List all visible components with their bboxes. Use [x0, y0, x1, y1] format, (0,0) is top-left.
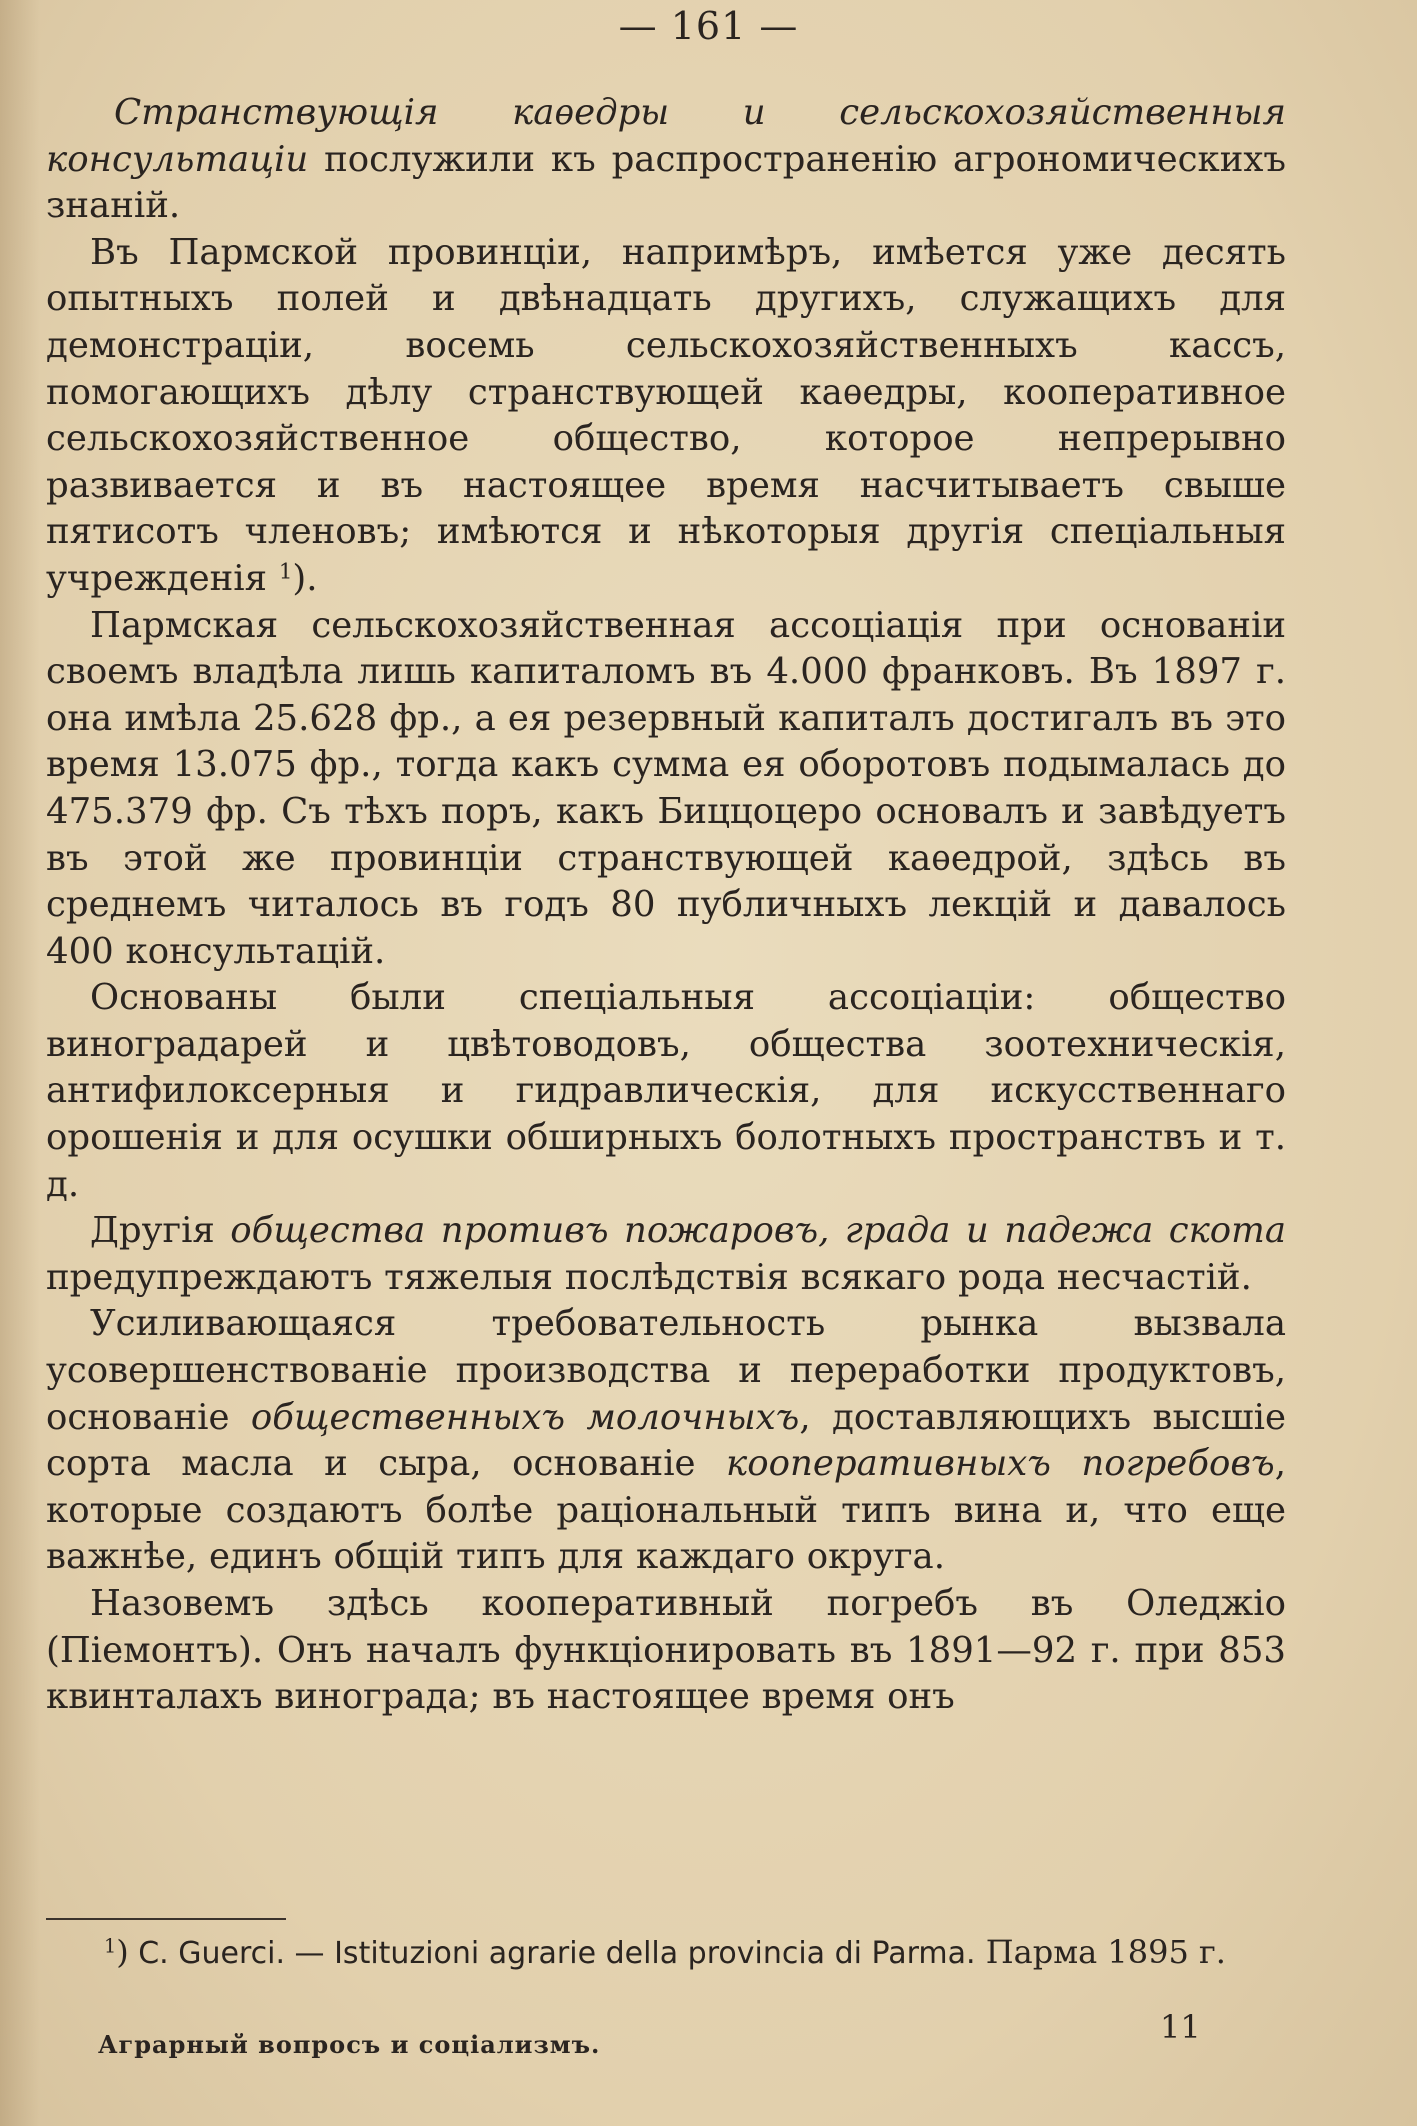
paragraph-1: Странствующія каѳедры и сельскохозяйственныя консультаціи послужили къ распространенію агрономическихъ знаній.	[46, 92, 1286, 227]
page-number: — 161 —	[618, 4, 799, 48]
paragraph-7: Назовемъ здѣсь кооперативный погребъ въ Оледжіо (Піемонтъ). Онъ началъ функціонировать въ 1891—92 г. при 853 квинталахъ винограда; въ настоящее время онъ	[46, 1583, 1286, 1718]
italic-phrase: общества противъ пожаровъ, града и падежа скота	[230, 1210, 1286, 1252]
italic-phrase: кооперативныхъ погребовъ	[726, 1443, 1275, 1485]
body-text	[46, 90, 1286, 1721]
paragraph-3: Пармская сельскохозяйственная ассоціація при основаніи своемъ владѣла лишь капиталомъ въ 4.000 франковъ. Въ 1897 г. она имѣла 25.628 фр., а ея резервный капиталъ достигалъ въ это время 13.075 фр., тогда какъ сумма ея оборотовъ подымалась до 475.379 фр. Съ тѣхъ поръ, какъ Биццоцеро основалъ и завѣдуетъ въ этой же провинціи странствующей каѳедрой, здѣсь въ среднемъ читалось въ годъ 80 публичныхъ лекцій и давалось 400 консультацій.	[46, 604, 1286, 972]
footnote	[46, 1930, 1286, 1976]
footnote-divider	[46, 1918, 286, 1920]
paragraph-2: Въ Пармской провинціи, напримѣръ, имѣется уже десять опытныхъ полей и двѣнадцать другихъ, служащихъ для демонстраціи, восемь сельскохозяйственныхъ кассъ, помогающихъ дѣлу странствующей каѳедры, кооперативное сельскохозяйственное общество, которое непрерывно развивается и въ настоящее время насчитываетъ свыше пятисотъ членовъ; имѣются и нѣкоторыя другія спеціальныя учрежденія $^1$).	[46, 231, 1286, 599]
footnote-citation: C. Guerci. — Istituzioni agrarie della provincia di Parma.	[128, 1936, 976, 1971]
sheet-number: 11	[1160, 2008, 1201, 2046]
paragraph-5: Другія общества противъ пожаровъ, града и падежа скота предупреждаютъ тяжелыя послѣдствія всякаго рода несчастій.	[46, 1210, 1286, 1298]
paragraph-4: Основаны были спеціальныя ассоціаціи: общество виноградарей и цвѣтоводовъ, общества зоотехническія, антифилоксерныя и гидравлическія, для искусственнаго орошенія и для осушки обширныхъ болотныхъ пространствъ и т. д.	[46, 977, 1286, 1205]
footnote-place-year: Парма 1895 г.	[975, 1933, 1226, 1971]
footnote-text: $^1$) C. Guerci. — Istituzioni agrarie della provincia di Parma. Парма 1895 г.	[104, 1933, 1226, 1971]
paragraph-6: Усиливающаяся требовательность рынка вызвала усовершенствованіе производства и переработки продуктовъ, основаніе общественныхъ молочныхъ, доставляющихъ высшіе сорта масла и сыра, основаніе кооперативныхъ погребовъ, которые создаютъ болѣе раціональный типъ вина и, что еще важнѣе, единъ общій типъ для каждаго округа.	[46, 1303, 1287, 1578]
signature-line: Аграрный вопросъ и соціализмъ.	[98, 2030, 601, 2059]
italic-phrase: общественныхъ молочныхъ	[250, 1396, 800, 1438]
italic-phrase: Странствующія каѳедры и сельскохозяйственныя консультаціи	[46, 92, 1286, 180]
footnote-reference[interactable]: 1	[278, 559, 293, 585]
footnote-marker: 1	[104, 1934, 117, 1958]
